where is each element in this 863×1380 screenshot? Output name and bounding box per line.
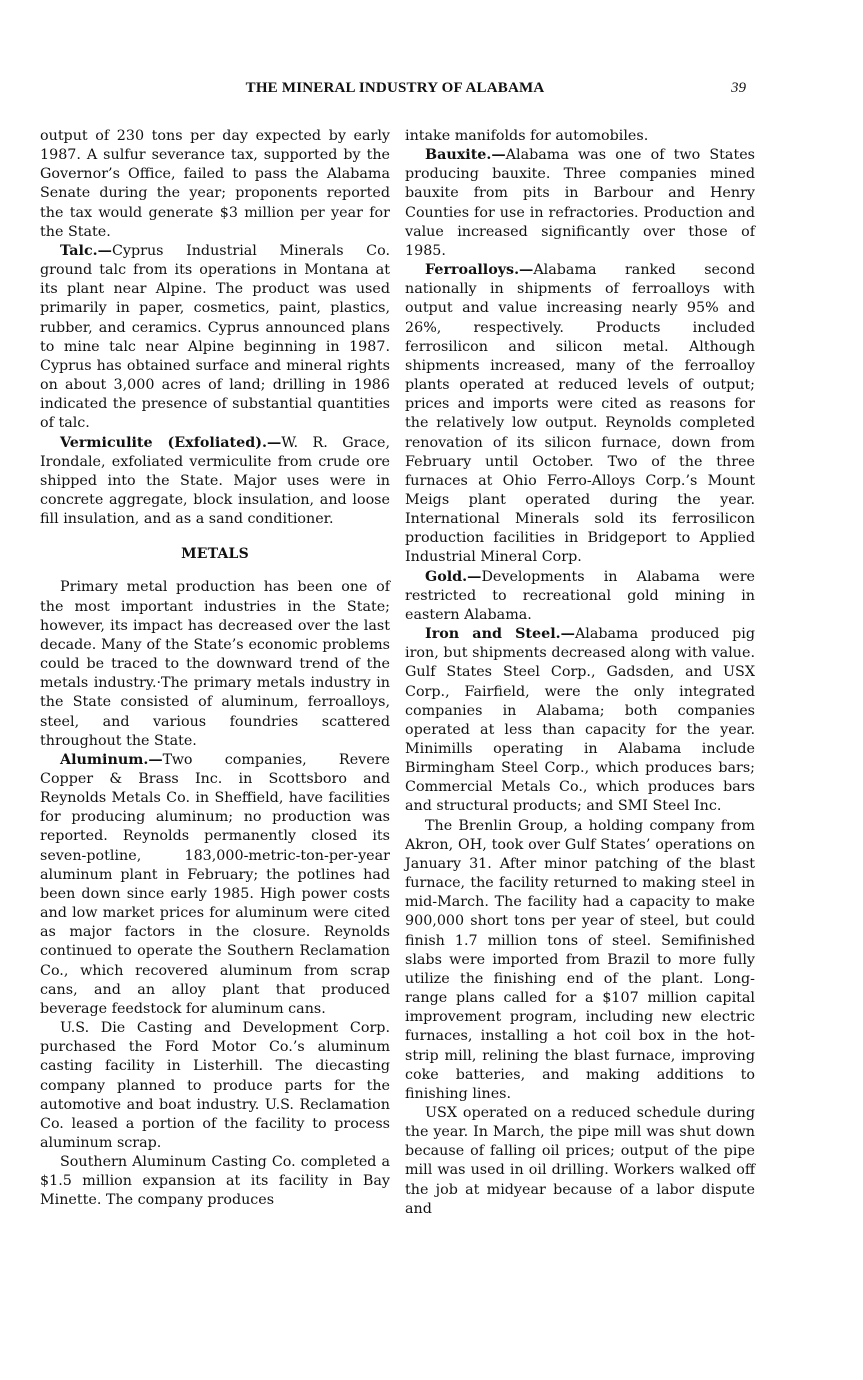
paragraph-vermiculite (40, 434, 390, 530)
run-in-heading-gold: Gold.— (425, 568, 482, 585)
paragraph-talc-body: Cyprus Industrial Minerals Co. ground talc from its operations in Montana at its plant near Alpine. The product was used primarily in paper, cosmetics, paint, plastics, rubber, and ceramics. Cyprus announced plans to mine talc near Alpine beginning in 1987. Cyprus has obtained surface and mineral rights on about 3,000 acres of land; drilling in 1986 indicated the presence of substantial quantities of talc. (40, 242, 390, 432)
right-column (405, 127, 755, 1219)
paragraph-sulfur-continued: output of 230 tons per day expected by early 1987. A sulfur severance tax, supported by the Governor’s Office, failed to pass the Alabama Senate during the year; proponents reported the tax would generate $3 million per year for the State. (40, 128, 390, 240)
paragraph-gold-body: Developments in Alabama were restricted to recreational gold mining in eastern Alabama. (405, 568, 755, 623)
paragraph-bauxite-body: Alabama was one of two States producing bauxite. Three companies mined bauxite from pits in Barbour and Henry Counties for use in refractories. Production and value increased significantly over those of 1985. (405, 147, 755, 259)
paragraph-talc (40, 242, 390, 434)
section-heading-metals: METALS (181, 546, 249, 563)
paragraph-aluminum-body: Two companies, Revere Copper & Brass Inc. in Scottsboro and Reynolds Metals Co. in Sheffield, have facilities for producing aluminum; no production was reported. Reynolds permanently closed its seven-potline, 183,000-metric-ton-per-year aluminum plant in February; the potlines had been down since early 1985. High power costs and low market prices for aluminum were cited as major factors in the closure. Reynolds continued to operate the Southern Reclamation Co., which recovered aluminum from scrap cans, and an alloy plant that produced beverage feedstock for aluminum cans. (40, 751, 390, 1017)
paragraph-iron-and-steel (405, 625, 755, 817)
paragraph-metals-intro: Primary metal production has been one of the most important industries in the State; however, its impact has decreased over the last decade. Many of the State’s economic problems could be traced to the downward trend of the metals industry.·The primary metals industry in the State consisted of aluminum, ferroalloys, steel, and various foundries scattered throughout the State. (40, 579, 390, 749)
paragraph-iron-and-steel-body: Alabama produced pig iron, but shipments decreased along with value. Gulf States Steel Corp., Gadsden, and USX Corp., Fairfield, were the only integrated companies in Alabama; both companies operated at less than capacity for the year. Minimills operating in Alabama include Birmingham Steel Corp., which produces bars; Commercial Metals Co., which produces bars and structural products; and SMI Steel Inc. (405, 626, 755, 815)
run-in-heading-iron-and-steel: Iron and Steel.— (425, 626, 575, 643)
paragraph-us-die-casting: U.S. Die Casting and Development Corp. purchased the Ford Motor Co.’s aluminum casting facility in Listerhill. The diecasting company planned to produce parts for the automotive and boat industry. U.S. Reclamation Co. leased a portion of the facility to process aluminum scrap. (40, 1020, 390, 1151)
run-in-heading-ferroalloys: Ferroalloys.— (425, 262, 534, 279)
paragraph-bauxite (405, 146, 755, 261)
paragraph-aluminum (40, 751, 390, 1019)
page-number: 39 (731, 80, 746, 96)
paragraph-brenlin-group: The Brenlin Group, a holding company from Akron, OH, took over Gulf States’ operations on January 31. After minor patching of the blast furnace, the facility returned to making steel in mid-March. The facility had a capacity to make 900,000 short tons per year of steel, but could finish 1.7 million tons of steel. Semifinished slabs were imported from Brazil to more fully utilize the finishing end of the plant. Long-range plans called for a $107 million capital improvement program, including new electric furnaces, installing a hot coil box in the hot-strip mill, relining the blast furnace, improving coke batteries, and making additions to finishing lines. (405, 817, 755, 1102)
run-in-heading-aluminum: Aluminum.— (60, 751, 163, 768)
running-head (0, 80, 863, 104)
paragraph-southern-aluminum: Southern Aluminum Casting Co. completed a $1.5 million expansion at its facility in Bay Minette. The company produces (40, 1154, 390, 1209)
paragraph-intake-continued: intake manifolds for automobiles. (405, 128, 649, 144)
paragraph-vermiculite-body: W. R. Grace, Irondale, exfoliated vermiculite from crude ore shipped into the State. Major uses were in concrete aggregate, block insulation, and loose fill insulation, and as a sand conditioner. (40, 434, 390, 528)
running-title: THE MINERAL INDUSTRY OF ALABAMA (245, 80, 545, 96)
run-in-heading-bauxite: Bauxite.— (425, 147, 506, 164)
left-column (40, 127, 390, 1211)
paragraph-usx: USX operated on a reduced schedule during the year. In March, the pipe mill was shut down because of falling oil prices; output of the pipe mill was used in oil drilling. Workers walked off the job at midyear because of a labor dispute and (405, 1104, 755, 1217)
paragraph-gold (405, 568, 755, 625)
paragraph-ferroalloys-body: Alabama ranked second nationally in shipments of ferroalloys with output and value increasing nearly 95% and 26%, respectively. Products included ferrosilicon and silicon metal. Although shipments increased, many of the ferroalloy plants operated at reduced levels of output; prices and imports were cited as reasons for the relatively low output. Reynolds completed renovation of its silicon furnace, down from February until October. Two of the three furnaces at Ohio Ferro-Alloys Corp.’s Mount Meigs plant operated during the year. International Minerals sold its ferrosilicon production facilities in Bridgeport to Applied Industrial Mineral Corp. (405, 262, 755, 566)
paragraph-ferroalloys (405, 261, 755, 568)
run-in-heading-talc: Talc.— (60, 242, 112, 259)
run-in-heading-vermiculite: Vermiculite (Exfoliated).— (60, 434, 282, 451)
